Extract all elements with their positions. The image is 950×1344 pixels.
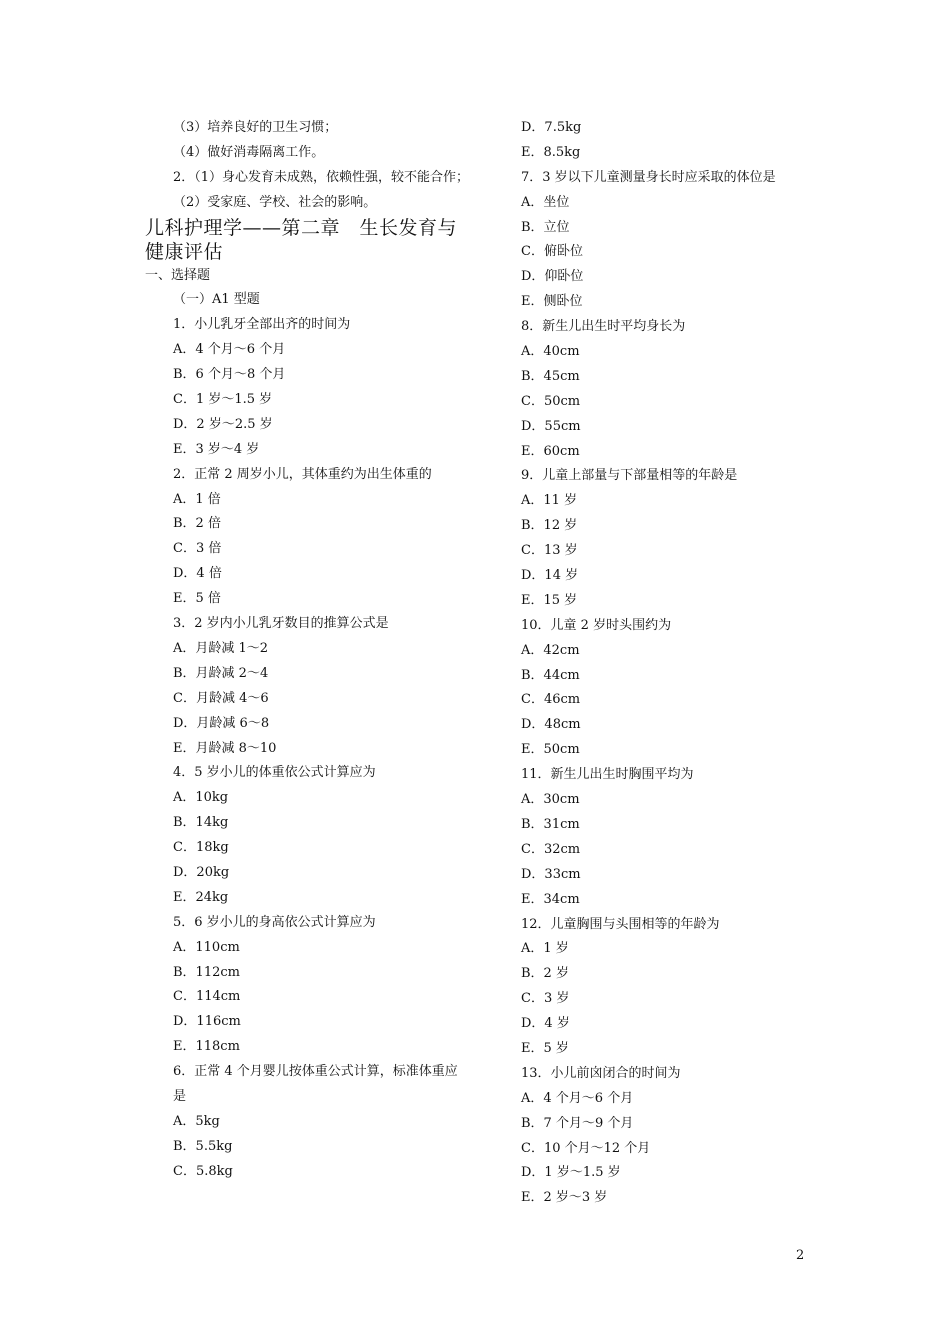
answer-option: D．7.5kg	[521, 120, 582, 135]
answer-option: B．5.5kg	[173, 1138, 233, 1154]
answer-option: C．32cm	[521, 841, 581, 857]
page-number: 2	[796, 1248, 805, 1263]
answer-option: C．18kg	[173, 840, 229, 856]
answer-option: E．3 岁～4 岁	[173, 441, 260, 457]
answer-option: D．55cm	[521, 418, 581, 434]
question-text: 10．儿童 2 岁时头围约为	[521, 617, 672, 633]
answer-option: D．4 岁	[521, 1016, 570, 1032]
question-text: 3．2 岁内小儿乳牙数目的推算公式是	[173, 616, 389, 632]
chapter-heading: 儿科护理学——第二章 生长发育与健康评估	[145, 216, 458, 263]
answer-option: D．仰卧位	[521, 269, 584, 285]
answer-option: C．10 个月～12 个月	[521, 1140, 651, 1156]
left-column	[145, 116, 470, 1185]
section-title: 一、选择题	[145, 267, 211, 283]
answer-option: A．4 个月～6 个月	[521, 1090, 634, 1106]
answer-option: E．15 岁	[521, 592, 578, 608]
answer-option: A．1 岁	[521, 941, 569, 957]
answer-option: A．5kg	[173, 1113, 220, 1129]
answer-option: A．110cm	[173, 939, 240, 955]
answer-option: C．3 岁	[521, 991, 570, 1007]
text-line: 2．（1）身心发育未成熟，依赖性强，较不能合作；	[173, 169, 470, 185]
answer-option: C．月龄减 4～6	[173, 690, 269, 706]
answer-option: B．立位	[521, 219, 570, 235]
question-text: 8．新生儿出生时平均身长为	[521, 319, 686, 335]
text-line: （4）做好消毒隔离工作。	[173, 144, 325, 160]
answer-option: C．5.8kg	[173, 1163, 233, 1179]
answer-option: B．44cm	[521, 667, 580, 683]
answer-option: A．30cm	[521, 792, 580, 808]
right-column	[521, 116, 821, 1211]
answer-option: A．坐位	[521, 194, 570, 210]
answer-option: C．46cm	[521, 692, 581, 708]
answer-option: C．114cm	[173, 989, 241, 1005]
question-text: 4．5 岁小儿的体重依公式计算应为	[173, 765, 376, 781]
answer-option: A．4 个月～6 个月	[173, 342, 286, 358]
question-text: 1．小儿乳牙全部出齐的时间为	[173, 317, 351, 333]
question-text: 13．小儿前囟闭合的时间为	[521, 1065, 681, 1081]
answer-option: E．月龄减 8～10	[173, 740, 277, 756]
answer-option: D．20kg	[173, 864, 230, 880]
answer-option: B．2 岁	[521, 966, 569, 982]
answer-option: D．4 倍	[173, 566, 222, 582]
answer-option: E．60cm	[521, 443, 580, 459]
text-line: （3）培养良好的卫生习惯；	[173, 120, 338, 135]
question-text: 7．3 岁以下儿童测量身长时应采取的体位是	[521, 169, 776, 185]
answer-option: A．1 倍	[173, 491, 221, 507]
question-text: 11．新生儿出生时胸围平均为	[521, 767, 694, 783]
answer-option: A．月龄减 1～2	[173, 640, 269, 656]
subsection-title: （一）A1 型题	[173, 292, 260, 308]
answer-option: B．12 岁	[521, 518, 578, 534]
answer-option: E．24kg	[173, 889, 229, 905]
answer-option: D．月龄减 6～8	[173, 715, 270, 731]
answer-option: D．48cm	[521, 717, 581, 733]
answer-option: A．10kg	[173, 790, 229, 806]
answer-option: B．112cm	[173, 964, 240, 980]
answer-option: A．42cm	[521, 642, 580, 658]
answer-option: E．8.5kg	[521, 144, 581, 160]
question-text: 5．6 岁小儿的身高依公式计算应为	[173, 914, 376, 930]
text-line: （2）受家庭、学校、社会的影响。	[173, 194, 377, 210]
answer-option: C．1 岁～1.5 岁	[173, 392, 273, 408]
answer-option: B．31cm	[521, 816, 580, 832]
answer-option: C．50cm	[521, 393, 581, 409]
answer-option: D．14 岁	[521, 568, 579, 584]
answer-option: D．33cm	[521, 866, 581, 882]
question-text: 6．正常 4 个月婴儿按体重公式计算，标准体重应是	[173, 1064, 458, 1104]
answer-option: D．116cm	[173, 1014, 241, 1030]
question-text: 2．正常 2 周岁小儿，其体重约为出生体重的	[173, 466, 432, 482]
question-text: 12．儿童胸围与头围相等的年龄为	[521, 916, 720, 932]
answer-option: B．45cm	[521, 368, 580, 384]
answer-option: D．2 岁～2.5 岁	[173, 416, 273, 432]
answer-option: C．3 倍	[173, 541, 222, 557]
answer-option: A．40cm	[521, 344, 580, 360]
answer-option: B．月龄减 2～4	[173, 665, 269, 681]
answer-option: D．1 岁～1.5 岁	[521, 1165, 621, 1181]
question-text: 9．儿童上部量与下部量相等的年龄是	[521, 468, 738, 484]
answer-option: B．7 个月～9 个月	[521, 1115, 634, 1131]
answer-option: B．6 个月～8 个月	[173, 367, 286, 383]
answer-option: E．118cm	[173, 1039, 240, 1055]
answer-option: A．11 岁	[521, 493, 578, 509]
answer-option: E．5 岁	[521, 1040, 569, 1056]
answer-option: C．俯卧位	[521, 244, 583, 260]
answer-option: E．5 倍	[173, 591, 221, 607]
answer-option: E．50cm	[521, 742, 580, 758]
answer-option: E．34cm	[521, 891, 580, 907]
answer-option: E．2 岁～3 岁	[521, 1190, 608, 1206]
answer-option: C．13 岁	[521, 543, 578, 559]
answer-option: B．2 倍	[173, 516, 221, 532]
answer-option: B．14kg	[173, 815, 229, 831]
answer-option: E．侧卧位	[521, 294, 583, 310]
